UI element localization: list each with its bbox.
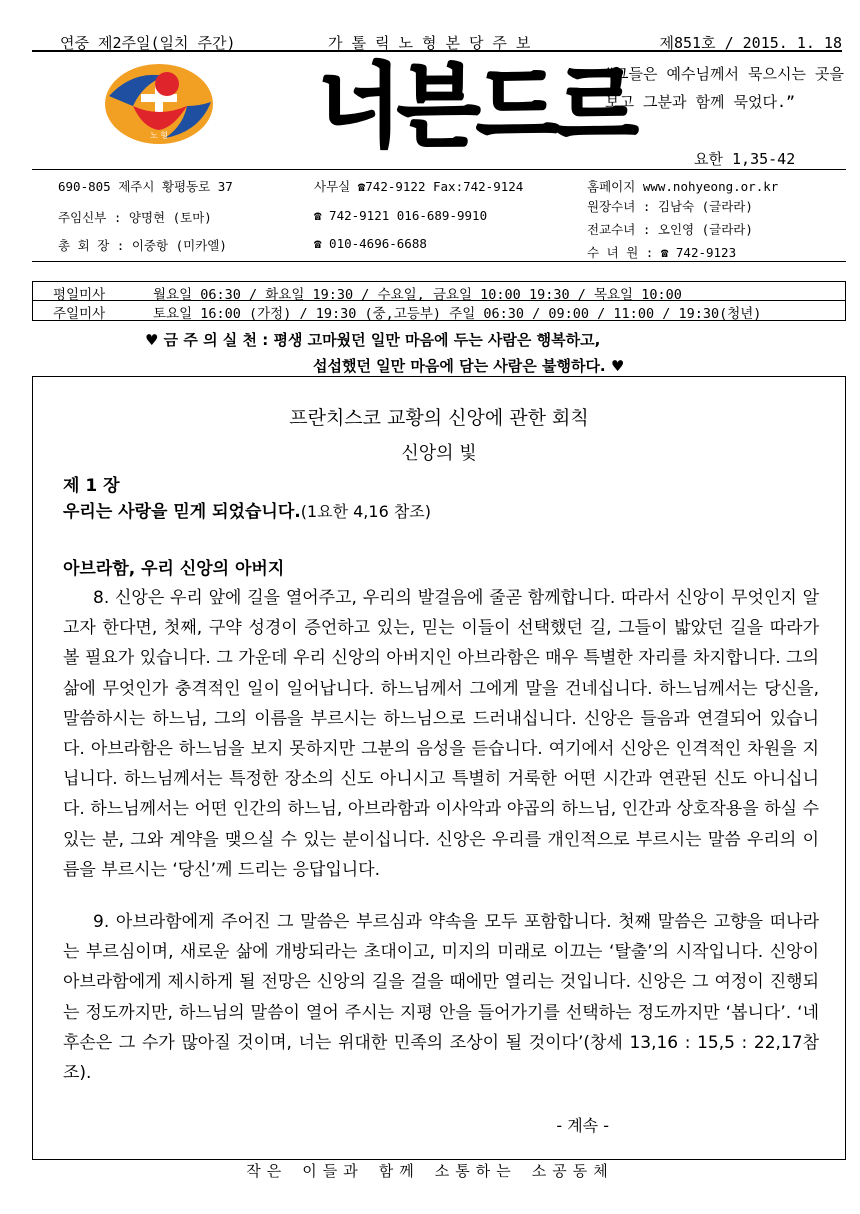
section-heading: 아브라함, 우리 신앙의 아버지 <box>63 559 285 579</box>
office-phone: 사무실 ☎742-9122 Fax:742-9124 <box>314 179 524 194</box>
homepage: 홈페이지 www.nohyeong.or.kr <box>587 179 779 194</box>
chapter-number: 제 1 장 <box>63 476 120 496</box>
sunday-mass-row <box>33 301 845 320</box>
article-box <box>32 376 846 1160</box>
liturgical-week: 연중 제2주일(일치 주간) <box>60 34 236 52</box>
chapter-heading-text: 우리는 사랑을 믿게 되었습니다. <box>63 502 301 522</box>
top-bar <box>32 28 842 52</box>
head-nun: 원장수녀 : 김남숙 (글라라) <box>587 199 753 214</box>
convent-phone: 수 녀 원 : ☎ 742-9123 <box>587 245 737 260</box>
weekday-mass-times: 월요일 06:30 / 화요일 19:30 / 수요일, 금요일 10:00 19:30 / 목요일 10:00 <box>153 287 682 303</box>
sunday-mass-label: 주일미사 <box>53 306 106 322</box>
issue-number: 제851호 / 2015. 1. 18 <box>659 34 842 52</box>
masthead-title: 너븐드르 <box>318 54 635 160</box>
paragraph-8: 8. 신앙은 우리 앞에 길을 열어주고, 우리의 발걸음에 줄곧 함께합니다. 따라서 신앙이 무엇인지 알고자 한다면, 첫째, 구약 성경이 증언하고 있는, 믿는 이들이 선택했던 길, 그들이 밟았던 길을 따라가 볼 필요가 있습니다. 그 가운데 우리 신앙의 아버지인 아브라함은 매우 특별한 자리를 차지합니다. 그의 삶에 무엇인가 충격적인 일이 일어납니다. 하느님께서 그에게 말을 건네십니다. 하느님께서는 당신을, 말씀하시는 하느님, 그의 이름을 부르시는 하느님으로 드러내십니다. 신앙은 들음과 연결되어 있습니다. 아브라함은 하느님을 보지 못하지만 그분의 음성을 듣습니다. 여기에서 신앙은 인격적인 차원을 지닙니다. 하느님께서는 특정한 장소의 신도 아니시고 특별히 거룩한 어떤 시간과 연관된 신도 아니십니다. 하느님께서는 어떤 인간의 하느님, 아브라함과 이사악과 야곱의 하느님, 인간과 상호작용을 하실 수 있는 분, 그와 계약을 맺으실 수 있는 분이십니다. 신앙은 우리를 개인적으로 부르시는 말씀 우리의 이름을 부르시는 ‘당신’께 드리는 응답입니다. <box>63 588 819 880</box>
article-subtitle: 신앙의 빛 <box>401 443 477 464</box>
parish-logo-icon <box>103 62 215 146</box>
weekly-practice <box>145 327 845 379</box>
president: 총 회 장 : 이중항 (미카엘) <box>58 238 227 253</box>
president-phone: ☎ 010-4696-6688 <box>314 236 427 251</box>
chapter-heading <box>63 497 431 522</box>
mission-nun: 전교수녀 : 오인영 (글라라) <box>587 222 753 237</box>
sunday-mass-times: 토요일 16:00 (가정) / 19:30 (중,고등부) 주일 06:30 / 09:00 / 11:00 / 19:30(청년) <box>153 306 762 322</box>
chapter-reference: (1요한 4,16 참조) <box>300 502 431 521</box>
practice-line-1: ♥ 금 주 의 실 천 : 평생 고마웠던 일만 마음에 두는 사람은 행복하고, <box>145 331 601 349</box>
weekday-mass-row <box>33 282 845 301</box>
article-title: 프란치스코 교황의 신앙에 관한 회칙 <box>289 407 589 429</box>
continued-note: - 계속 - <box>556 1116 609 1135</box>
publication-name: 가톨릭노형본당주보 <box>328 34 540 52</box>
weekday-mass-label: 평일미사 <box>53 287 106 303</box>
practice-line-2: 섭섭했던 일만 마음에 담는 사람은 불행하다. ♥ <box>313 357 625 375</box>
pastor-phone: ☎ 742-9121 016-689-9910 <box>314 208 488 223</box>
footer-slogan: 작은 이들과 함께 소통하는 소공동체 <box>246 1162 614 1180</box>
address: 690-805 제주시 황평동로 37 <box>58 179 233 194</box>
gospel-quote: “그들은 예수님께서 묵으시는 곳을 보고 그분과 함께 묵었다.” <box>605 65 844 111</box>
mass-schedule <box>32 281 846 321</box>
paragraph-9: 9. 아브라함에게 주어진 그 말씀은 부르심과 약속을 모두 포함합니다. 첫째 말씀은 고향을 떠나라는 부르심이며, 새로운 삶에 개방되라는 초대이고, 미지의 미래로 이끄는 ‘탈출’의 시작입니다. 신앙이 아브라함에게 제시하게 될 전망은 신앙의 길을 걸을 때에만 열리는 것입니다. 신앙은 그 여정이 진행되는 정도까지만, 하느님의 말씀이 열어 주시는 지평 안을 들어가기를 선택하는 정도까지만 ‘봅니다’. ‘네 후손은 그 수가 많아질 것이며, 너는 위대한 민족의 조상이 될 것이다’(창세 13,16 : 15,5 : 22,17참조). <box>63 912 819 1084</box>
pastor: 주임신부 : 양명현 (토마) <box>58 210 212 225</box>
parish-info <box>32 169 846 262</box>
gospel-quote-reference: 요한 1,35-42 <box>694 150 796 168</box>
logo-text: 노 형 <box>150 131 168 140</box>
